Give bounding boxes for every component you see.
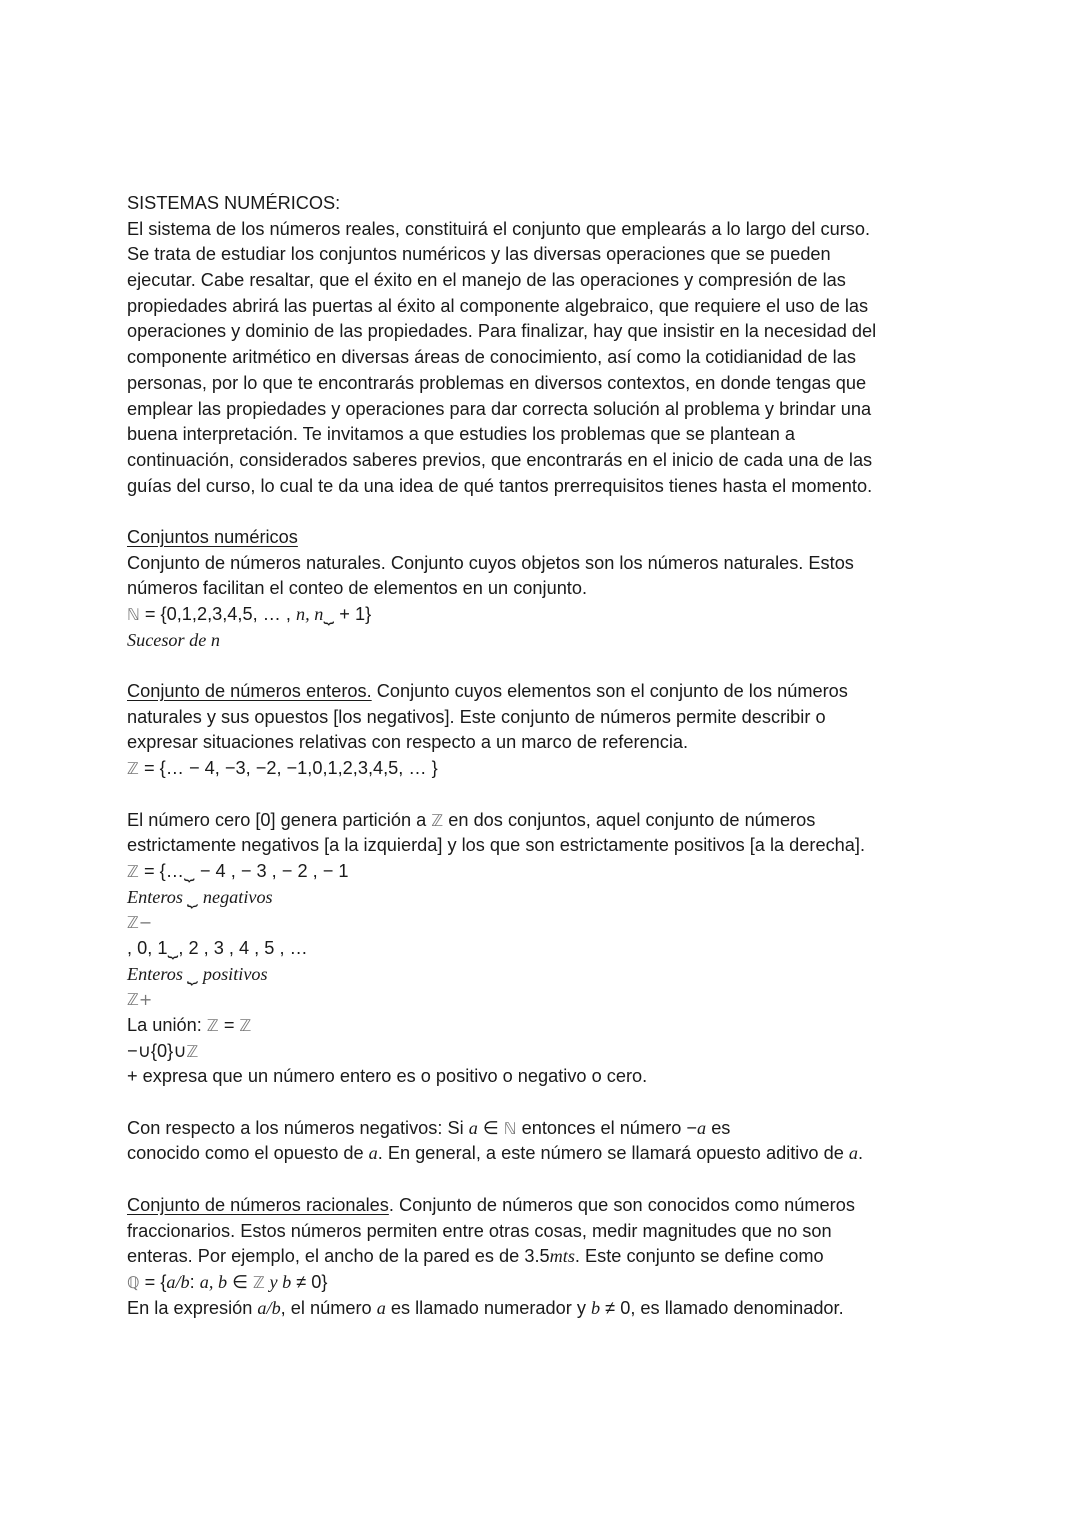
variable: a, b xyxy=(199,1271,228,1292)
variable: a xyxy=(697,1117,707,1138)
variable: a xyxy=(848,1143,858,1164)
fraction: a/b xyxy=(257,1297,281,1318)
text-part: es llamado numerador y xyxy=(385,1297,592,1318)
text-part: Con respecto a los números negativos: Si xyxy=(127,1117,469,1138)
section-heading-conjuntos xyxy=(127,525,942,551)
text-part: enteras. Por ejemplo, el ancho de la pared es de 3.5 xyxy=(127,1246,550,1267)
racionales-line-1 xyxy=(127,1193,942,1219)
integers-symbol: ℤ xyxy=(186,1041,199,1061)
negative-integers-symbol: ℤ− xyxy=(127,913,153,933)
negativos-line-1 xyxy=(127,1116,942,1142)
section-heading-racionales: Conjunto de números racionales xyxy=(127,1194,389,1215)
text-part: . En general, a este número se llamará opuesto aditivo de xyxy=(377,1143,849,1164)
intro-line-8: emplear las propiedades y operaciones para dar correcta solución al problema y brindar una xyxy=(127,398,872,419)
section-heading-enteros: Conjunto de números enteros. xyxy=(127,681,372,702)
variable: b xyxy=(591,1297,601,1318)
integers-symbol: ℤ xyxy=(431,810,444,830)
text-part: −∪{0}∪ xyxy=(127,1040,187,1061)
spacer xyxy=(127,653,942,679)
intro-line-4: propiedades abrirá las puertas al éxito al componente algebraico, que requiere el uso de las xyxy=(127,295,869,316)
text-part: ∈ xyxy=(227,1271,253,1292)
intro-line-10: continuación, considerados saberes previos, que encontrarás en el inicio de cada una de las xyxy=(127,449,873,470)
intro-line-1: El sistema de los números reales, constituirá el conjunto que emplearás a lo largo del curso. xyxy=(127,218,871,239)
heading-text: Conjuntos numéricos xyxy=(127,526,298,547)
intro-line-3: ejecutar. Cabe resaltar, que el éxito en el manejo de las operaciones y compresión de las xyxy=(127,270,846,291)
intro-line-5: operaciones y dominio de las propiedades. Para finalizar, hay que insistir en la necesidad del xyxy=(127,321,877,342)
integers-symbol: ℤ xyxy=(253,1272,265,1292)
text-part: = { xyxy=(139,1271,167,1292)
integers-symbol: ℤ xyxy=(127,759,139,779)
intro-line-2: Se trata de estudiar los conjuntos numéricos y las diversas operaciones que se pueden xyxy=(127,244,831,265)
variable: a xyxy=(376,1297,386,1318)
text-part: . Conjunto de números que son conocidos como números xyxy=(388,1194,855,1215)
particion-line-1 xyxy=(127,808,942,834)
negativos-line-2 xyxy=(127,1141,942,1167)
particion-line-2: estrictamente negativos [a la izquierda] y los que son estrictamente positivos [a la derecha]. xyxy=(127,835,865,856)
text-part: es xyxy=(706,1117,731,1138)
text-part: . Este conjunto se define como xyxy=(574,1246,824,1267)
text-part: La unión: xyxy=(127,1015,207,1035)
text-part: conocido como el opuesto de xyxy=(127,1143,369,1164)
text-part: . xyxy=(857,1143,864,1164)
union-explanation: + expresa que un número entero es o positivo o negativo o cero. xyxy=(127,1066,648,1087)
text-part: = xyxy=(218,1015,240,1035)
text-part: , el número xyxy=(280,1297,377,1318)
spacer xyxy=(127,782,942,808)
set-part: = {…⏟ − 4 , − 3 , − 2 , − 1 xyxy=(138,860,349,881)
enteros-line-1 xyxy=(127,679,942,705)
unit: mts xyxy=(549,1246,575,1267)
rationals-definition xyxy=(127,1270,942,1296)
enteros-set xyxy=(127,756,942,782)
text-part: ≠ 0} xyxy=(291,1271,328,1292)
variable: y b xyxy=(264,1271,292,1292)
intro-line-7: personas, por lo que te encontrarás problemas en diversos contextos, en donde tengas que xyxy=(127,372,867,393)
enteros-text: Conjunto cuyos elementos son el conjunto de los números xyxy=(371,681,848,702)
racionales-line-3 xyxy=(127,1244,942,1270)
naturals-symbol: ℕ xyxy=(503,1118,517,1138)
enteros-line-3: expresar situaciones relativas con respecto a un marco de referencia. xyxy=(127,732,689,753)
spacer xyxy=(127,499,942,525)
set-part: = {0,1,2,3,4,5, … , xyxy=(139,604,297,624)
text-part: El número cero [0] genera partición a xyxy=(127,809,432,830)
naturales-set xyxy=(127,602,942,628)
document-page xyxy=(127,191,942,1321)
document-title: SISTEMAS NUMÉRICOS: xyxy=(127,193,341,213)
text-part: En la expresión xyxy=(127,1297,258,1318)
expression-explanation xyxy=(127,1296,942,1322)
set-part: = {… − 4, −3, −2, −1,0,1,2,3,4,5, … } xyxy=(138,758,438,779)
intro-line-6: componente aritmético en diversas áreas de conocimiento, así como la cotidianidad de las xyxy=(127,347,856,368)
union-line-1 xyxy=(127,1013,942,1039)
set-part: ⏟ + 1} xyxy=(323,604,372,624)
fraction: a/b xyxy=(166,1271,190,1292)
naturals-symbol: ℕ xyxy=(127,605,140,624)
text-part: entonces el número − xyxy=(516,1117,698,1138)
variable: a xyxy=(468,1117,478,1138)
spacer xyxy=(127,1167,942,1193)
integers-symbol: ℤ xyxy=(239,1016,252,1035)
naturales-line-1: Conjunto de números naturales. Conjunto cuyos objetos son los números naturales. Estos xyxy=(127,552,854,573)
negative-label: Enteros ⏟ negativos xyxy=(127,886,273,907)
integers-symbol: ℤ xyxy=(127,861,139,881)
text-part: : xyxy=(189,1271,200,1292)
text-part: en dos conjuntos, aquel conjunto de números xyxy=(443,809,816,830)
sucesor-label: Sucesor de n xyxy=(127,629,220,650)
integers-symbol: ℤ xyxy=(206,1016,219,1035)
naturales-line-2: números facilitan el conteo de elementos en un conjunto. xyxy=(127,578,588,599)
rationals-symbol: ℚ xyxy=(127,1272,140,1292)
text-part: ≠ 0, es llamado denominador. xyxy=(600,1297,844,1318)
spacer xyxy=(127,1090,942,1116)
positive-label: Enteros ⏟ positivos xyxy=(127,963,268,984)
set-variable: n, n xyxy=(296,604,324,624)
intro-line-9: buena interpretación. Te invitamos a que estudies los problemas que se plantean a xyxy=(127,424,795,445)
text-part: ∈ xyxy=(477,1117,504,1138)
positive-set: , 0, 1⏟, 2 , 3 , 4 , 5 , … xyxy=(127,937,308,958)
intro-line-11: guías del curso, lo cual te da una idea de qué tantos prerrequisitos tienes hasta el momento. xyxy=(127,475,873,496)
variable: a xyxy=(368,1143,378,1164)
negative-set xyxy=(127,859,942,885)
racionales-line-2: fraccionarios. Estos números permiten entre otras cosas, medir magnitudes que no son xyxy=(127,1220,832,1241)
enteros-line-2: naturales y sus opuestos [los negativos]. Este conjunto de números permite describir o xyxy=(127,706,826,727)
positive-integers-symbol: ℤ+ xyxy=(127,990,153,1010)
union-line-2 xyxy=(127,1039,942,1065)
